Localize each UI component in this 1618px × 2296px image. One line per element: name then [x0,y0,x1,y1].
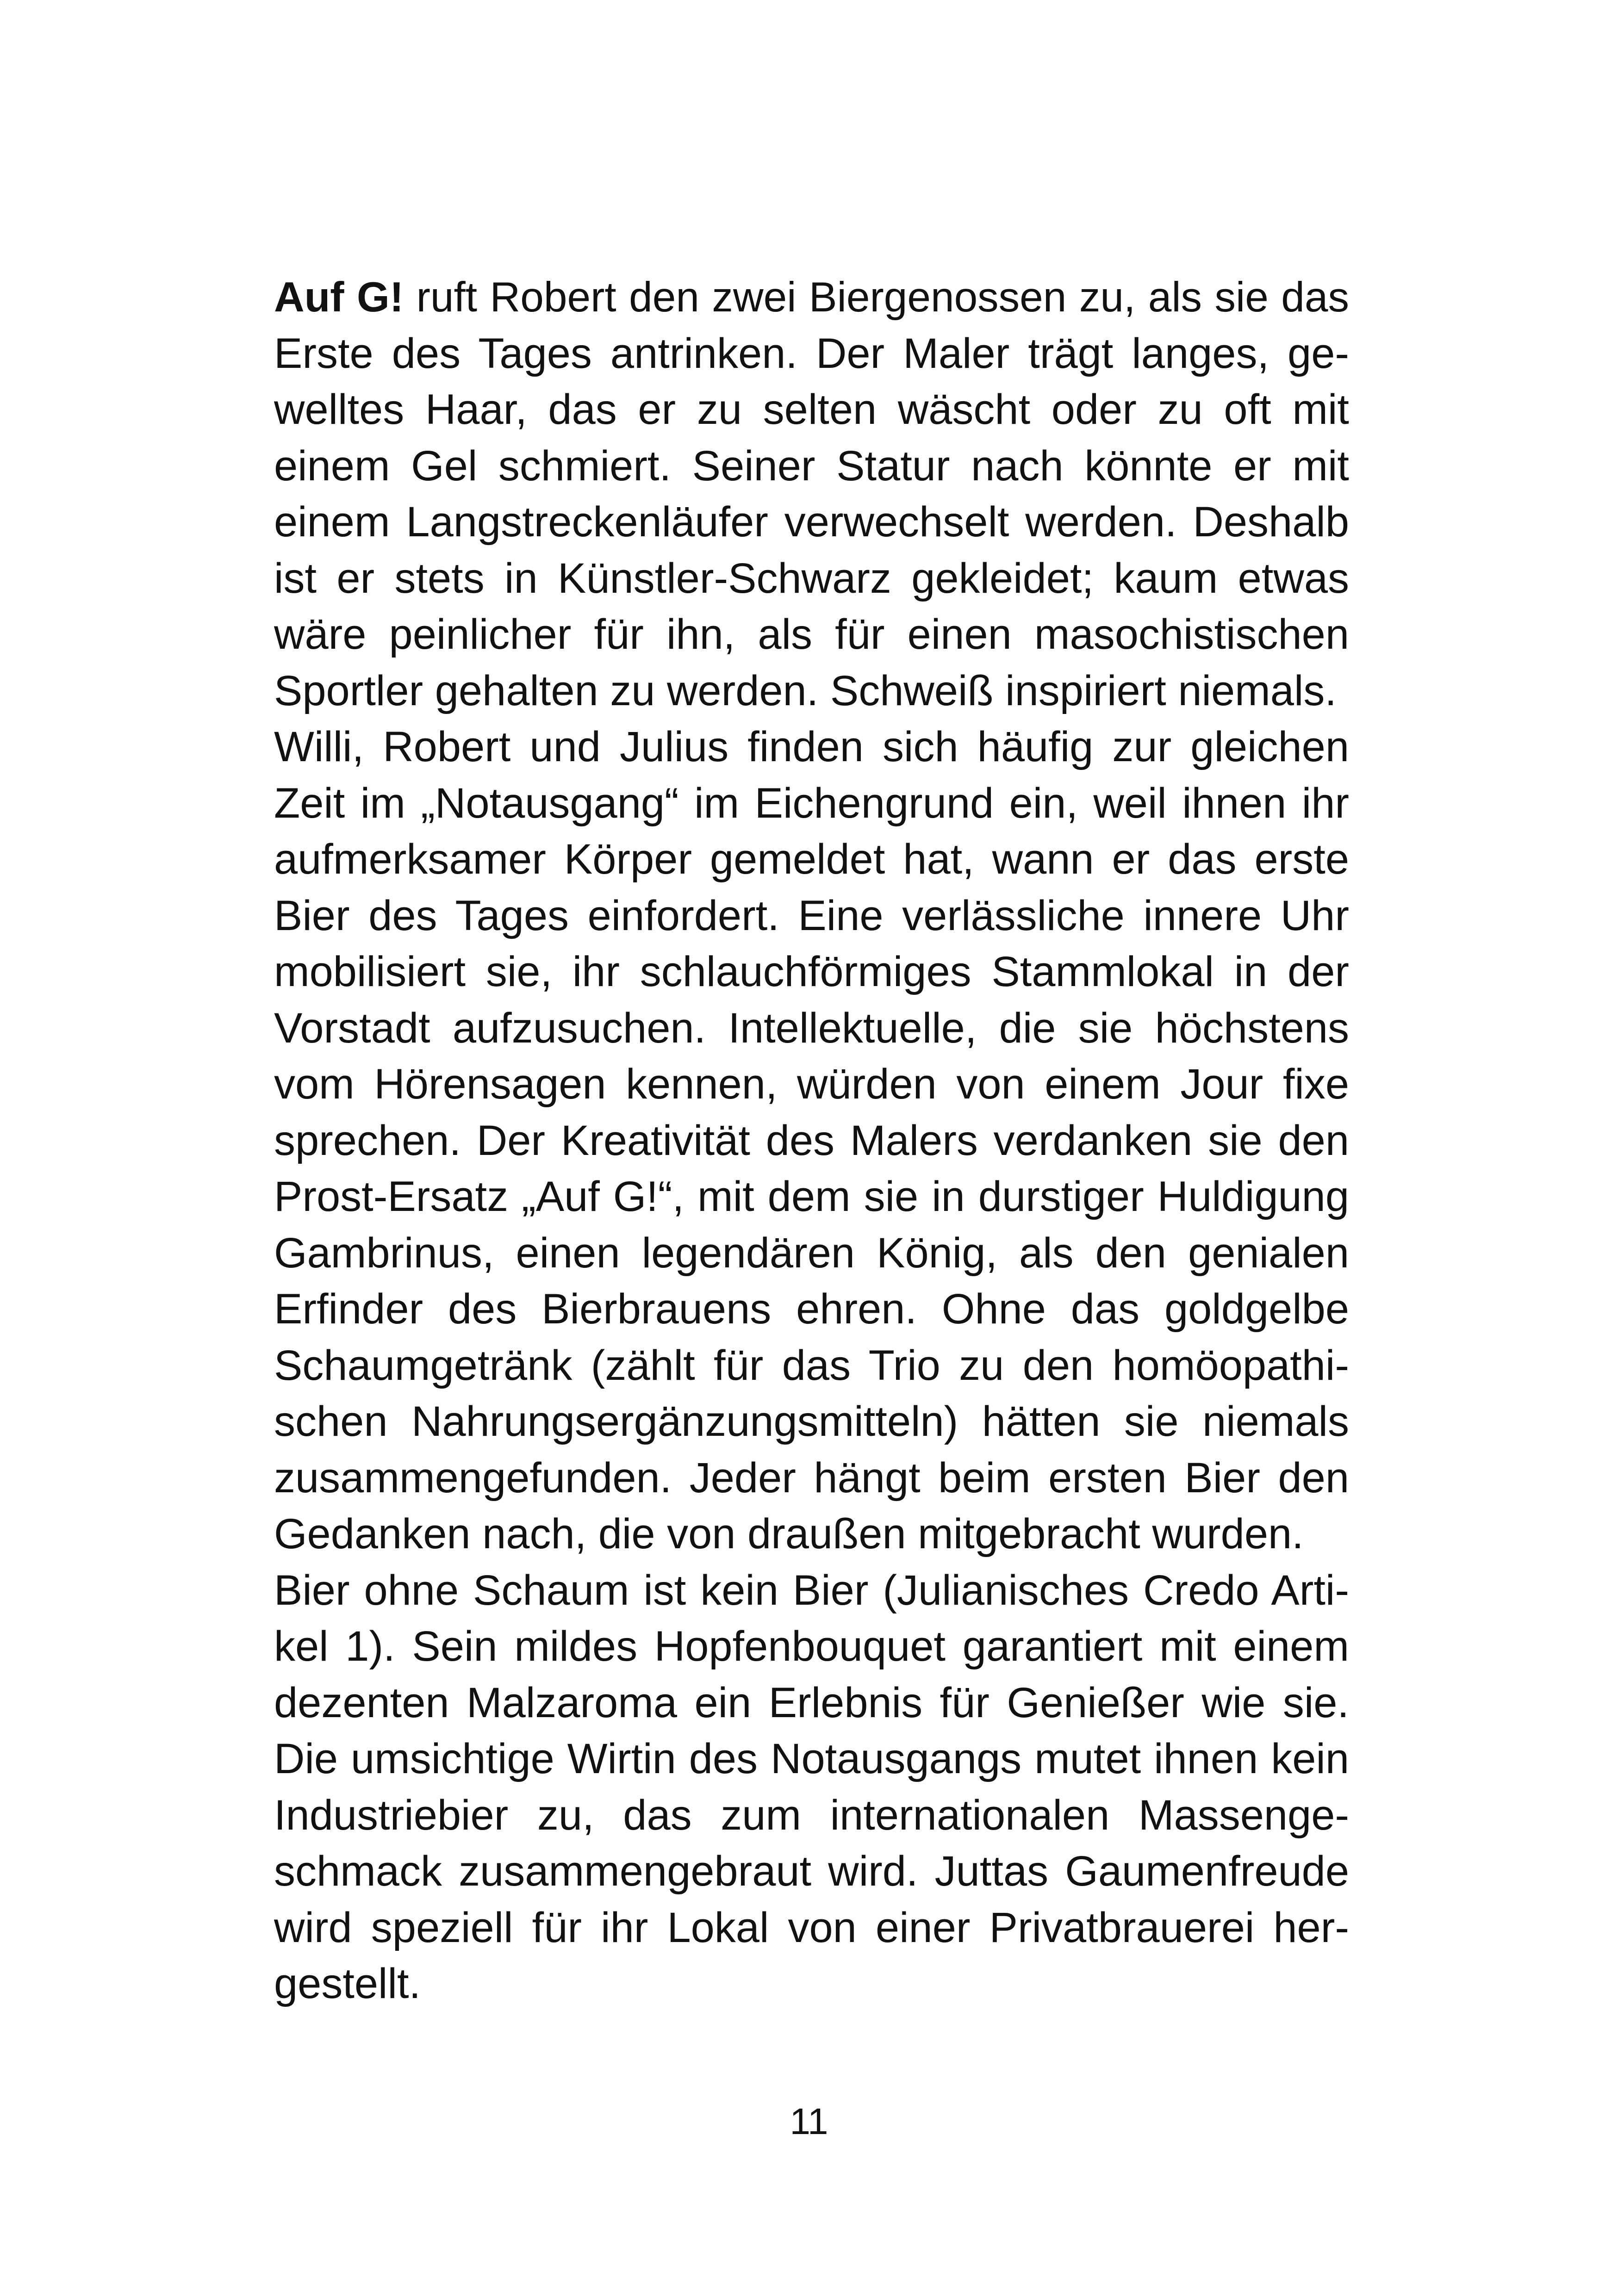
text-line: Gedanken nach, die von draußen mitgebracht wurden. [274,1510,1304,1558]
text-line: Prost-Ersatz „Auf G!“, mit dem sie in durstiger Huldigung [274,1173,1349,1220]
page-number: 11 [790,2101,828,2142]
text-line: Sportler gehalten zu werden. Schweiß inspiriert niemals. [274,667,1337,714]
text-line: wird speziell für ihr Lokal von einer Privatbrauerei her- [274,1904,1349,1951]
text-line: sprechen. Der Kreativität des Malers verdanken sie den [274,1117,1349,1164]
text-line: welltes Haar, das er zu selten wäscht oder zu oft mit [274,386,1349,433]
lead-phrase: Auf G! [274,274,404,321]
text-line: Bier ohne Schaum ist kein Bier (Julianisches Credo Arti- [274,1566,1349,1614]
text-line: Willi, Robert und Julius finden sich häufig zur gleichen [274,723,1349,770]
text-line: Die umsichtige Wirtin des Notausgangs mutet ihnen kein [274,1735,1349,1782]
text-line: schmack zusammengebraut wird. Juttas Gaumenfreude [274,1848,1349,1895]
text-line: ist er stets in Künstler-Schwarz gekleidet; kaum etwas [274,554,1349,602]
text-line: Bier des Tages einfordert. Eine verlässliche innere Uhr [274,892,1349,939]
text-line: Erste des Tages antrinken. Der Maler trägt langes, ge- [274,329,1349,377]
text-line: Schaumgetränk (zählt für das Trio zu den homöopathi- [274,1341,1349,1389]
text-line: mobilisiert sie, ihr schlauchförmiges Stammlokal in der [274,948,1349,995]
text-line: Erfinder des Bierbrauens ehren. Ohne das goldgelbe [274,1285,1349,1333]
text-line: einem Gel schmiert. Seiner Statur nach könnte er mit [274,442,1349,490]
text-line: Industriebier zu, das zum internationalen Massenge- [274,1791,1349,1839]
text-line: schen Nahrungsergänzungsmitteln) hätten sie niemals [274,1398,1349,1445]
text-line: gestellt. [274,1960,421,2007]
text-line: Zeit im „Notausgang“ im Eichengrund ein, weil ihnen ihr [274,779,1349,827]
text-line: wäre peinlicher für ihn, als für einen masochistischen [274,611,1349,658]
text-line: aufmerksamer Körper gemeldet hat, wann er das erste [274,836,1349,883]
text-line: einem Langstreckenläufer verwechselt werden. Deshalb [274,498,1349,546]
text-line-rest: ruft Robert den zwei Biergenossen zu, als sie das [404,274,1349,321]
text-line: Vorstadt aufzusuchen. Intellektuelle, die sie höchstens [274,1004,1349,1052]
text-line: zusammengefunden. Jeder hängt beim ersten Bier den [274,1454,1349,1502]
text-line: dezenten Malzaroma ein Erlebnis für Genießer wie sie. [274,1679,1349,1726]
text-line: vom Hörensagen kennen, würden von einem Jour fixe [274,1061,1349,1108]
text-line: kel 1). Sein mildes Hopfenbouquet garantiert mit einem [274,1623,1349,1670]
text-line: Gambrinus, einen legendären König, als den genialen [274,1229,1349,1277]
text-line [274,269,1349,326]
body-text [274,269,1349,2012]
